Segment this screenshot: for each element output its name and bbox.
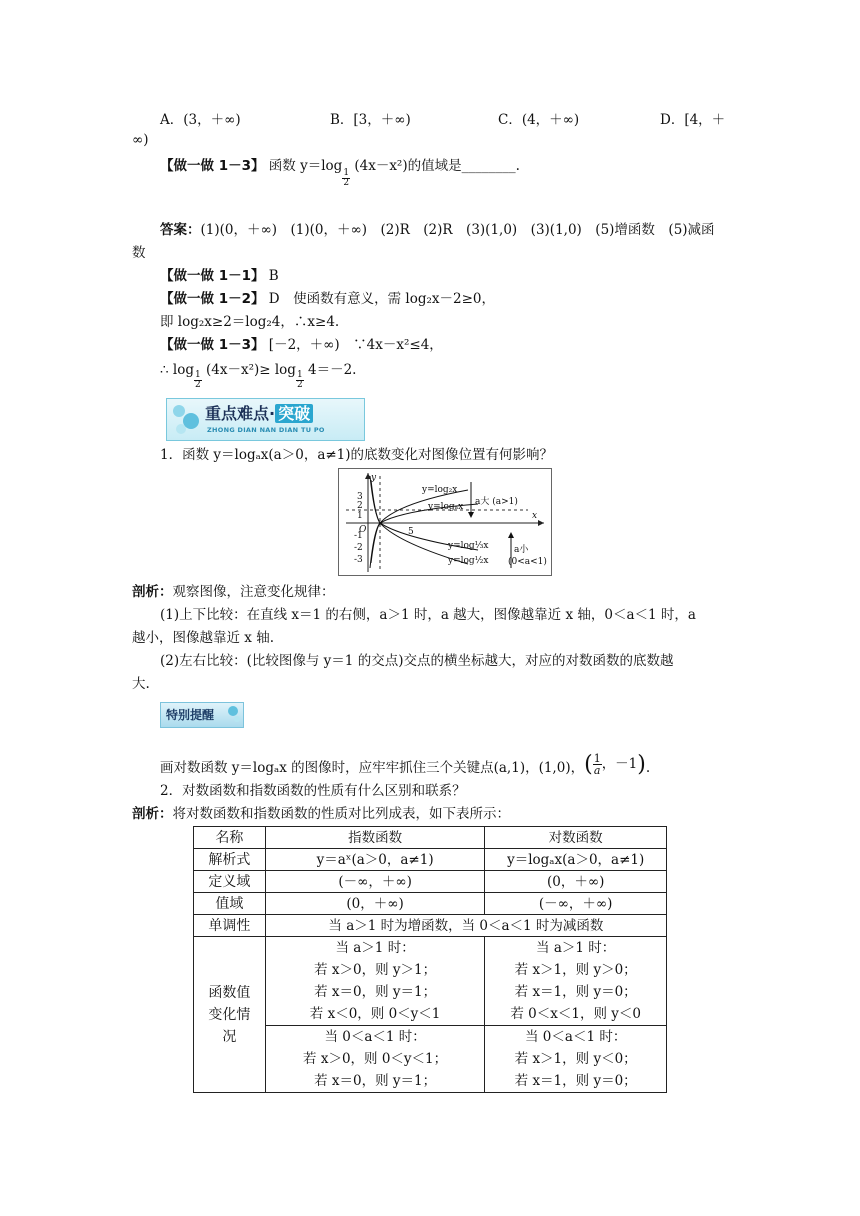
log-base: $\frac{1}{2}$ [194, 370, 201, 390]
tick-y-m1: -1 [354, 531, 363, 541]
section-banner [166, 398, 365, 441]
table-header: 名称 [194, 827, 266, 849]
banner-subtitle: ZHONG DIAN NAN DIAN TU PO [207, 426, 325, 434]
curve-label-log13: y=log⅓x [448, 541, 489, 551]
analysis-2: 剖析：将对数函数和指数函数的性质对比列成表，如下表所示： [132, 806, 510, 822]
table-header-row [194, 827, 667, 849]
table-row: 值域 (0，＋∞) (－∞，＋∞) [194, 893, 667, 915]
table-row: 解析式 y＝aˣ(a＞0，a≠1) y＝logₐx(a＞0，a≠1) [194, 849, 667, 871]
banner-decoration-icon [169, 399, 205, 439]
log-a-lt-1: 当 0＜a＜1 时： 若 x＞1，则 y＜0； 若 x＝1，则 y＝0； [485, 1026, 667, 1093]
curve-label-loga: y=logₐx [428, 502, 464, 512]
table-row: 单调性 当 a＞1 时为增函数，当 0＜a＜1 时为减函数 [194, 915, 667, 937]
question-2: 2．对数函数和指数函数的性质有什么区别和联系？ [160, 783, 466, 799]
tick-y-1: 1 [357, 511, 363, 521]
banner-tag: 突破 [275, 404, 313, 423]
tip-decoration-icon [223, 703, 243, 725]
exercise-label: 【做一做 1－3】 [160, 158, 265, 174]
annot-a-range: (0<a<1) [508, 557, 547, 567]
comparison-table [193, 826, 667, 1093]
tick-y-2: 2 [357, 501, 363, 511]
answers-text: (1)(0，＋∞) (1)(0，＋∞) (2)R (2)R (3)(1,0) (3)(1,0) (5)增函数 (5)减函 [200, 222, 715, 238]
answer-1-2-line2: 即 log₂x≥2＝log₂4，∴x≥4. [160, 314, 340, 330]
option-d-cont: ∞) [132, 132, 149, 148]
curve-label-log2: y=log₂x [422, 485, 458, 495]
log-a-gt-1: 当 a＞1 时： 若 x＞1，则 y＞0； 若 x＝1，则 y＝0； 若 0＜x＜1，则 y＜0 [485, 937, 667, 1026]
table-row: 定义域 (－∞，＋∞) (0，＋∞) [194, 871, 667, 893]
curve-label-log12: y=log½x [448, 556, 489, 566]
table-header: 对数函数 [485, 827, 667, 849]
banner-title: 重点难点· 突破 [205, 401, 313, 424]
exercise-1-3 [160, 156, 520, 188]
tip-text: 画对数函数 y＝logₐx 的图像时，应牢牢抓住三个关键点(a,1)，(1,0)，( $\frac{1}{a}$，－1). [160, 751, 651, 777]
log-base: $\frac{1}{2}$ [296, 370, 303, 390]
axis-y-label: y [371, 473, 377, 483]
answers-line [160, 220, 715, 240]
option-d: D．[4，＋ [660, 112, 726, 128]
log-graph [338, 468, 552, 576]
answer-1-3-line2: ∴ log $\frac{1}{2} (4x-x^2)\ge \log$ $\frac{1}{2} 4=-2$. [160, 362, 357, 390]
log-base: $\frac{1}{2}$ [343, 168, 350, 188]
annot-a-small: a小 [514, 545, 529, 555]
axis-x-label: x [532, 511, 538, 521]
answers-cont: 数 [132, 245, 146, 261]
answer-1-1: 【做一做 1－1】 B [160, 268, 279, 284]
exercise-text: 函数 y＝log [268, 158, 343, 174]
analysis-1: 剖析：观察图像，注意变化规律： [132, 584, 335, 600]
exercise-arg: (4x－x²) [354, 158, 408, 174]
option-c: C．(4，＋∞) [498, 112, 580, 128]
option-a: A．(3，＋∞) [160, 112, 241, 128]
point-1-line2: 越小，图像越靠近 x 轴. [132, 630, 274, 646]
exp-a-lt-1: 当 0＜a＜1 时： 若 x＞0，则 0＜y＜1； 若 x＝0，则 y＝1； [265, 1026, 485, 1093]
tick-y-m3: -3 [354, 555, 363, 565]
answers-label: 答案： [160, 222, 201, 238]
exercise-blank: 的值域是________. [407, 158, 520, 174]
origin-label: O [359, 525, 367, 535]
tick-x-5: 5 [408, 527, 414, 537]
tip-fraction: $\frac{1}{a}$ [593, 752, 601, 777]
table-row [194, 937, 667, 1026]
change-label: 函数值 变化情 况 [194, 937, 266, 1093]
annot-a-large: a大 (a>1) [475, 497, 518, 507]
point-2-line1: (2)左右比较：(比较图像与 y＝1 的交点)交点的横坐标越大，对应的对数函数的底数越 [160, 653, 674, 669]
option-b: B．[3，＋∞) [330, 112, 411, 128]
tick-y-3: 3 [357, 492, 363, 502]
table-header: 指数函数 [265, 827, 485, 849]
point-2-line2: 大. [132, 676, 150, 692]
exp-a-gt-1: 当 a＞1 时： 若 x＞0，则 y＞1； 若 x＝0，则 y＝1； 若 x＜0，则 0＜y＜1 [265, 937, 485, 1026]
question-1: 1．函数 y＝logₐx(a＞0，a≠1)的底数变化对图像位置有何影响？ [160, 447, 554, 463]
table-row [194, 1026, 667, 1093]
answer-1-2: 【做一做 1－2】 D 使函数有意义，需 log₂x－2≥0， [160, 291, 496, 307]
answer-1-3: 【做一做 1－3】 [－2，＋∞) ∵4x－x²≤4， [160, 337, 443, 353]
point-1-line1: (1)上下比较：在直线 x＝1 的右侧，a＞1 时，a 越大，图像越靠近 x 轴，0＜a＜1 时，a [160, 607, 696, 623]
tip-badge: 特别提醒 [160, 702, 244, 728]
tick-y-m2: -2 [354, 543, 363, 553]
